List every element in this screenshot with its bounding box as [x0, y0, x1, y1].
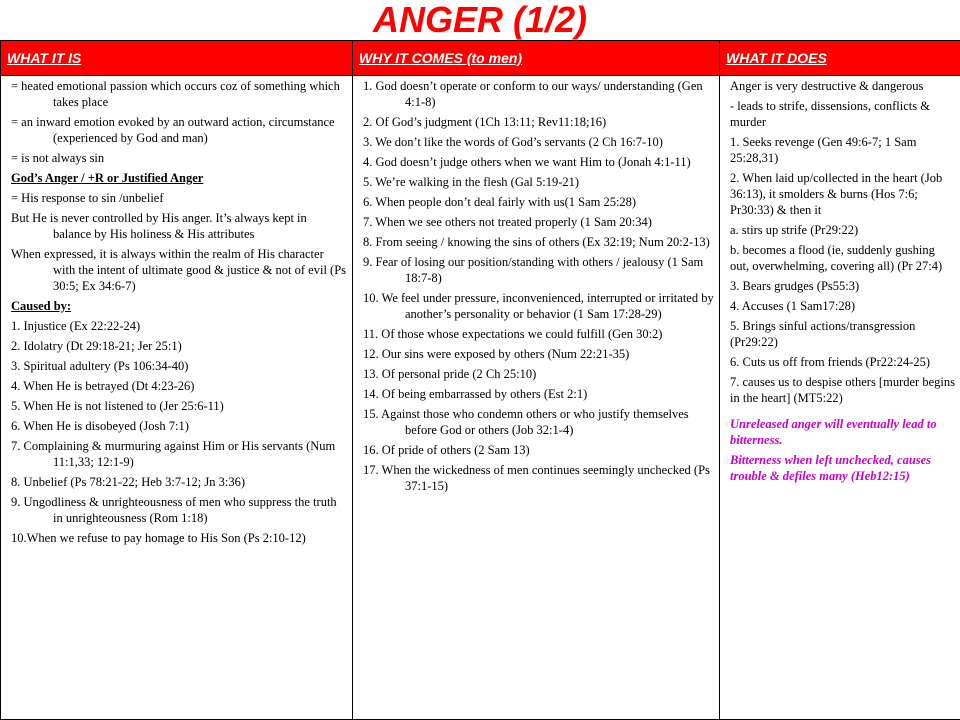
why-it-comes-cell	[353, 76, 720, 720]
subheading-caused-by: Caused by:	[11, 299, 72, 313]
list-item: 1. God doesn’t operate or conform to our ways/ understanding (Gen 4:1-8)	[363, 79, 703, 109]
list-item: 5. We’re walking in the flesh (Gal 5:19-21)	[363, 175, 580, 189]
list-item: b. becomes a flood (ie, suddenly gushing out, overwhelming, covering all) (Pr 27:4)	[730, 243, 943, 273]
list-item: 8. Unbelief (Ps 78:21-22; Heb 3:7-12; Jn 3:36)	[11, 475, 246, 489]
list-item: Anger is very destructive & dangerous	[730, 79, 924, 93]
list-item: 3. We don’t like the words of God’s servants (2 Ch 16:7-10)	[363, 135, 663, 149]
highlight-note: Bitterness when left unchecked, causes trouble & defiles many (Heb12:15)	[730, 453, 932, 483]
list-item: = heated emotional passion which occurs coz of something which takes place	[11, 79, 340, 109]
list-item: 4. When He is betrayed (Dt 4:23-26)	[11, 379, 195, 393]
list-item: 7. Complaining & murmuring against Him or His servants (Num 11:1,33; 12:1-9)	[11, 439, 336, 469]
list-item: 1. Seeks revenge (Gen 49:6-7; 1 Sam 25:28,31)	[730, 135, 917, 165]
list-item: 16. Of pride of others (2 Sam 13)	[363, 443, 530, 457]
list-item: 5. When He is not listened to (Jer 25:6-11)	[11, 399, 224, 413]
list-item: 17. When the wickedness of men continues seemingly unchecked (Ps 37:1-15)	[363, 463, 710, 493]
list-item: 10. We feel under pressure, inconvenienced, interrupted or irritated by another’s personality or behavior (1 Sam 17:28-29)	[363, 291, 714, 321]
list-item: 6. Cuts us off from friends (Pr22:24-25)	[730, 355, 931, 369]
header-what-it-does: WHAT IT DOES	[720, 41, 960, 76]
highlight-note: Unreleased anger will eventually lead to bitterness.	[730, 417, 937, 447]
page-title	[0, 0, 960, 40]
list-item: When expressed, it is always within the realm of His character with the intent of ultimate good & justice & not of evil (Ps 30:5; Ex 34:6-7)	[11, 247, 347, 293]
subheading-gods-anger: God’s Anger / +R or Justified Anger	[11, 171, 204, 185]
header-row	[1, 41, 960, 76]
list-item: = an inward emotion evoked by an outward action, circumstance (experienced by God and man)	[11, 115, 335, 145]
list-item: 15. Against those who condemn others or who justify themselves before God or others (Job 32:1-4)	[363, 407, 689, 437]
list-item: a. stirs up strife (Pr29:22)	[730, 223, 859, 237]
content-row	[1, 76, 960, 720]
list-item: 6. When He is disobeyed (Josh 7:1)	[11, 419, 189, 433]
title-text: ANGER (1/2)	[371, 0, 589, 43]
list-item: 3. Spiritual adultery (Ps 106:34-40)	[11, 359, 189, 373]
list-item: = His response to sin /unbelief	[11, 191, 164, 205]
header-what-it-is: WHAT IT IS	[1, 41, 353, 76]
anger-table	[0, 40, 960, 720]
list-item: = is not always sin	[11, 151, 105, 165]
list-item: 5. Brings sinful actions/transgression (Pr29:22)	[730, 319, 916, 349]
list-item: 2. Idolatry (Dt 29:18-21; Jer 25:1)	[11, 339, 182, 353]
list-item: 4. Accuses (1 Sam17:28)	[730, 299, 855, 313]
list-item: 6. When people don’t deal fairly with us(1 Sam 25:28)	[363, 195, 637, 209]
list-item: 11. Of those whose expectations we could fulfill (Gen 30:2)	[363, 327, 663, 341]
list-item: 3. Bears grudges (Ps55:3)	[730, 279, 860, 293]
list-item: 7. causes us to despise others [murder begins in the heart] (MT5:22)	[730, 375, 955, 405]
list-item: 1. Injustice (Ex 22:22-24)	[11, 319, 141, 333]
what-it-is-cell	[1, 76, 353, 720]
what-it-does-cell	[720, 76, 960, 720]
list-item: 9. Ungodliness & unrighteousness of men who suppress the truth in unrighteousness (Rom 1:18)	[11, 495, 337, 525]
list-item: 8. From seeing / knowing the sins of others (Ex 32:19; Num 20:2-13)	[363, 235, 710, 249]
list-item: 13. Of personal pride (2 Ch 25:10)	[363, 367, 537, 381]
list-item: But He is never controlled by His anger. It’s always kept in balance by His holiness & His attributes	[11, 211, 307, 241]
list-item: 4. God doesn’t judge others when we want Him to (Jonah 4:1-11)	[363, 155, 691, 169]
list-item: 14. Of being embarrassed by others (Est 2:1)	[363, 387, 588, 401]
list-item: 2. When laid up/collected in the heart (Job 36:13), it smolders & burns (Hos 7:6; Pr30:33) & then it	[730, 171, 943, 217]
list-item: 10.When we refuse to pay homage to His Son (Ps 2:10-12)	[11, 531, 306, 545]
list-item: 12. Our sins were exposed by others (Num 22:21-35)	[363, 347, 630, 361]
list-item: - leads to strife, dissensions, conflicts & murder	[730, 99, 930, 129]
list-item: 7. When we see others not treated properly (1 Sam 20:34)	[363, 215, 652, 229]
list-item: 2. Of God’s judgment (1Ch 13:11; Rev11:18;16)	[363, 115, 607, 129]
list-item: 9. Fear of losing our position/standing with others / jealousy (1 Sam 18:7-8)	[363, 255, 704, 285]
header-why-it-comes: WHY IT COMES (to men)	[353, 41, 720, 76]
